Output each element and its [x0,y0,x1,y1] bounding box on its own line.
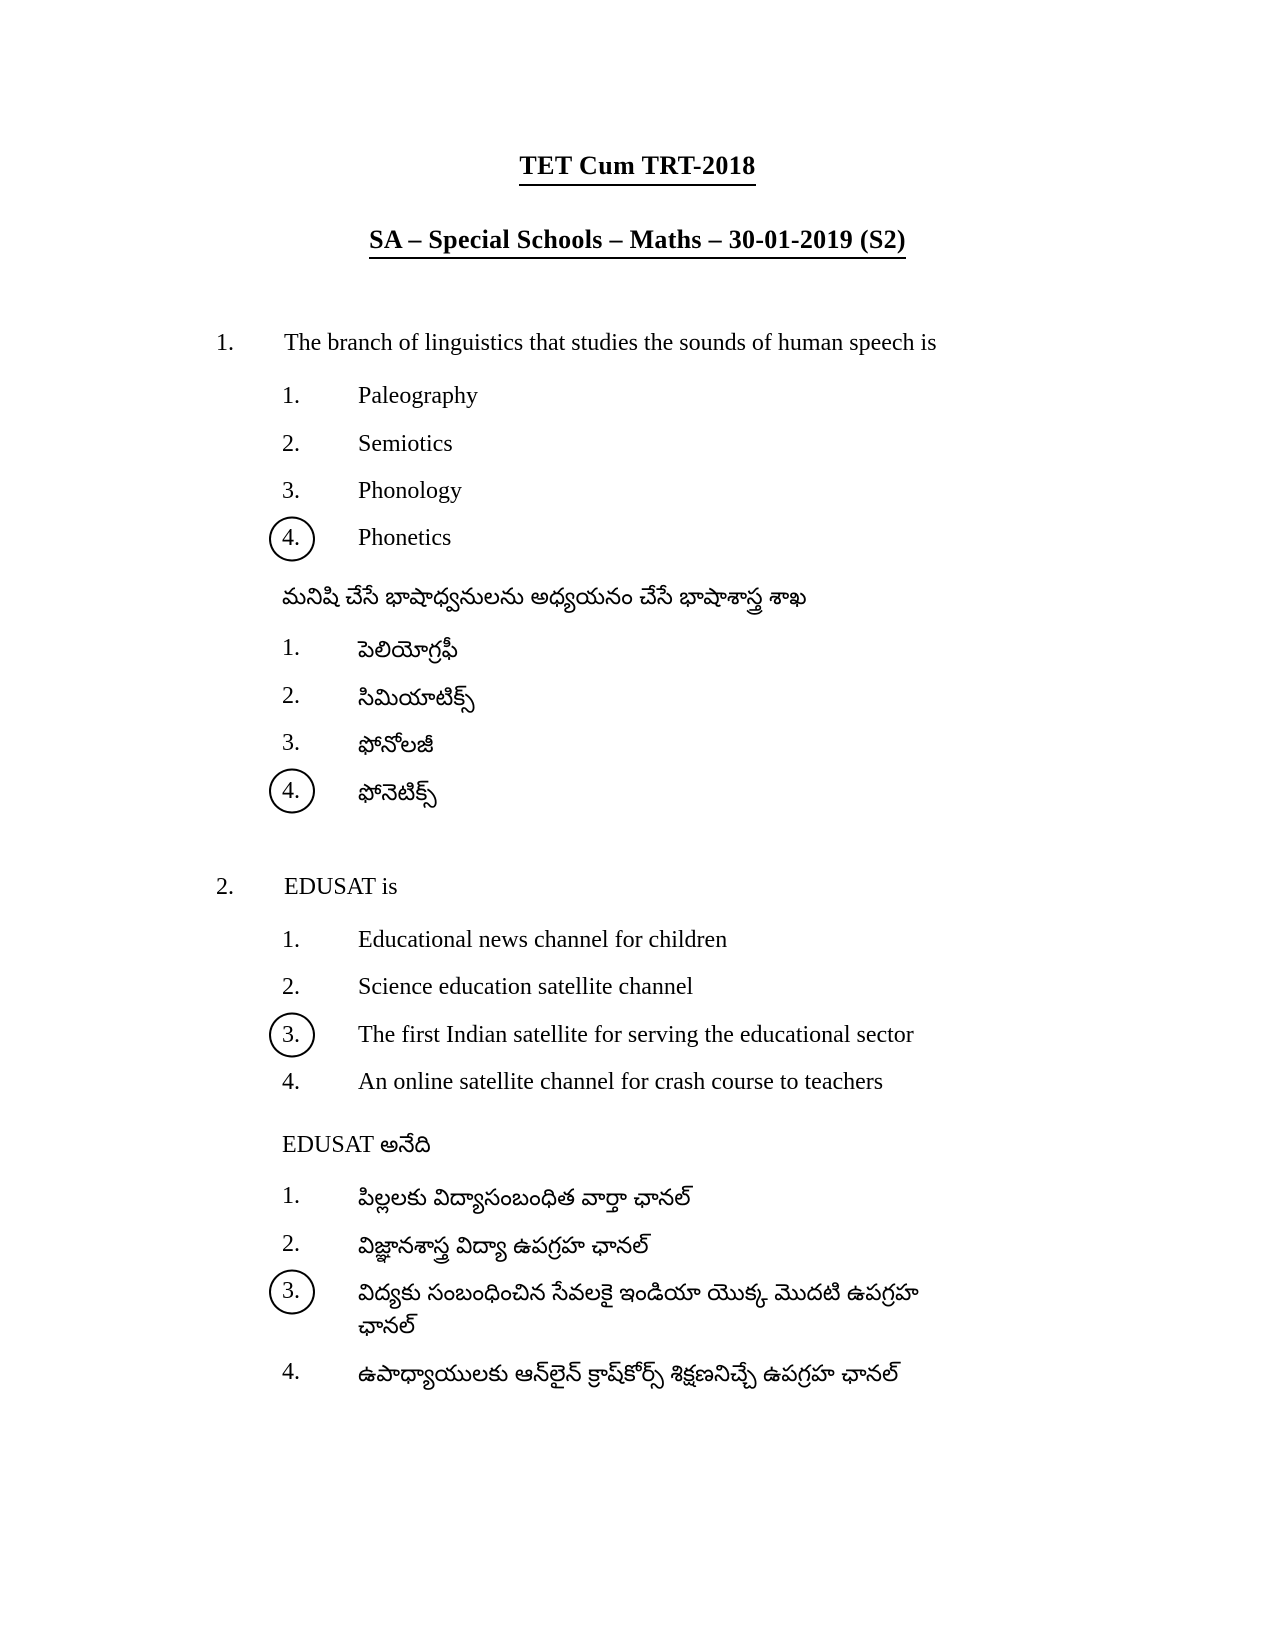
option-label: Educational news channel for children [358,927,728,954]
option-marker-1[interactable] [282,633,358,664]
option-row[interactable] [282,681,1275,714]
document-subtitle-container [0,224,1275,260]
option-marker-2[interactable] [282,972,358,1003]
question-2-number: 2. [216,873,234,900]
option-label: Science education satellite channel [358,974,694,1001]
option-row[interactable] [282,381,1275,412]
option-row[interactable] [282,972,1275,1003]
option-marker-1[interactable] [282,925,358,956]
option-marker-2[interactable] [282,681,358,712]
option-number: 1. [282,927,300,954]
option-number: 4. [282,1068,300,1095]
question-1-stem [0,327,1275,359]
question-2-stem-telugu-text: అనేది [380,1131,431,1157]
option-number: 2. [282,430,300,457]
option-label: ఫోనోలజీ [358,731,434,758]
question-1-options-english [0,381,1275,554]
option-label: సిమియాటిక్స్ [358,683,475,710]
question-1-stem-text: The branch of linguistics that studies the sounds of human speech is [284,330,937,356]
question-block-2 [0,871,1275,1390]
question-block-1 [0,327,1275,809]
option-number: 4. [282,1358,300,1385]
option-row[interactable] [282,1229,1275,1262]
option-row-selected[interactable] [282,1020,1275,1051]
option-label-line1: విద్యకు సంబంధించిన సేవలకై ఇండియా యొక్క మొదటి ఉపగ్రహ [358,1279,919,1306]
question-1-number: 1. [216,330,234,356]
question-2-stem-telugu-latin: EDUSAT [282,1132,375,1158]
option-marker-4-circled[interactable] [282,523,358,554]
option-label: The first Indian satellite for serving the educational sector [358,1021,914,1048]
option-number: 4. [282,523,300,554]
question-1-stem-telugu: మనిషి చేసే భాషాధ్వనులను అధ్యయనం చేసే భాషాశాస్త్ర శాఖ [282,583,807,610]
option-number: 3. [282,730,300,757]
option-row-selected[interactable] [282,523,1275,554]
option-row[interactable] [282,633,1275,666]
option-row[interactable] [282,1181,1275,1214]
question-2-stem-text: EDUSAT is [284,873,398,900]
option-marker-1[interactable] [282,381,358,412]
option-label: Semiotics [358,430,453,457]
option-row[interactable] [282,429,1275,460]
option-row[interactable] [282,476,1275,507]
option-number: 3. [282,1276,300,1307]
option-label: పెలియోగ్రఫీ [358,636,458,663]
question-2-options-english [0,925,1275,1098]
option-number: 3. [282,477,300,504]
question-1-options-telugu [0,633,1275,808]
option-label: Phonetics [358,524,452,551]
option-row[interactable] [282,1067,1275,1098]
option-row[interactable] [282,925,1275,956]
option-row[interactable] [282,1357,1275,1390]
option-row[interactable] [282,728,1275,761]
question-2-options-telugu [0,1181,1275,1390]
option-marker-2[interactable] [282,429,358,460]
option-label: Paleography [358,383,478,410]
option-marker-3-circled[interactable] [282,1276,358,1307]
option-number: 1. [282,635,300,662]
option-label: విజ్ఞానశాస్త్ర విద్యా ఉపగ్రహ ఛానల్ [358,1231,649,1258]
question-2-stem-telugu [0,1128,1275,1161]
option-number: 3. [282,1020,300,1051]
document-title: TET Cum TRT-2018 [519,150,755,186]
option-number: 4. [282,776,300,807]
option-label-line2: ఛానల్ [358,1312,416,1339]
option-number: 2. [282,682,300,709]
option-label: ఫోనెటిక్స్ [358,778,437,805]
option-label [358,1276,1275,1343]
option-marker-3-circled[interactable] [282,1020,358,1051]
option-marker-1[interactable] [282,1181,358,1212]
option-row-selected[interactable] [282,776,1275,809]
option-row-selected[interactable] [282,1276,1275,1343]
option-label: పిల్లలకు విద్యాసంబంధిత వార్తా ఛానల్ [358,1184,691,1211]
option-marker-3[interactable] [282,476,358,507]
option-number: 1. [282,383,300,410]
option-marker-3[interactable] [282,728,358,759]
option-number: 2. [282,1230,300,1257]
option-marker-4[interactable] [282,1067,358,1098]
option-marker-4-circled[interactable] [282,776,358,807]
option-number: 1. [282,1183,300,1210]
option-label: ఉపాధ్యాయులకు ఆన్‌లైన్ క్రాష్‌కోర్స్ శిక్షణనిచ్చే ఉపగ్రహ ఛానల్ [358,1359,899,1386]
document-title-container [0,150,1275,186]
option-marker-2[interactable] [282,1229,358,1260]
option-marker-4[interactable] [282,1357,358,1388]
document-subtitle: SA – Special Schools – Maths – 30-01-2019 (S2) [369,224,906,260]
option-label: An online satellite channel for crash course to teachers [358,1068,884,1095]
question-2-stem [0,871,1275,903]
option-number: 2. [282,974,300,1001]
option-label: Phonology [358,477,463,504]
